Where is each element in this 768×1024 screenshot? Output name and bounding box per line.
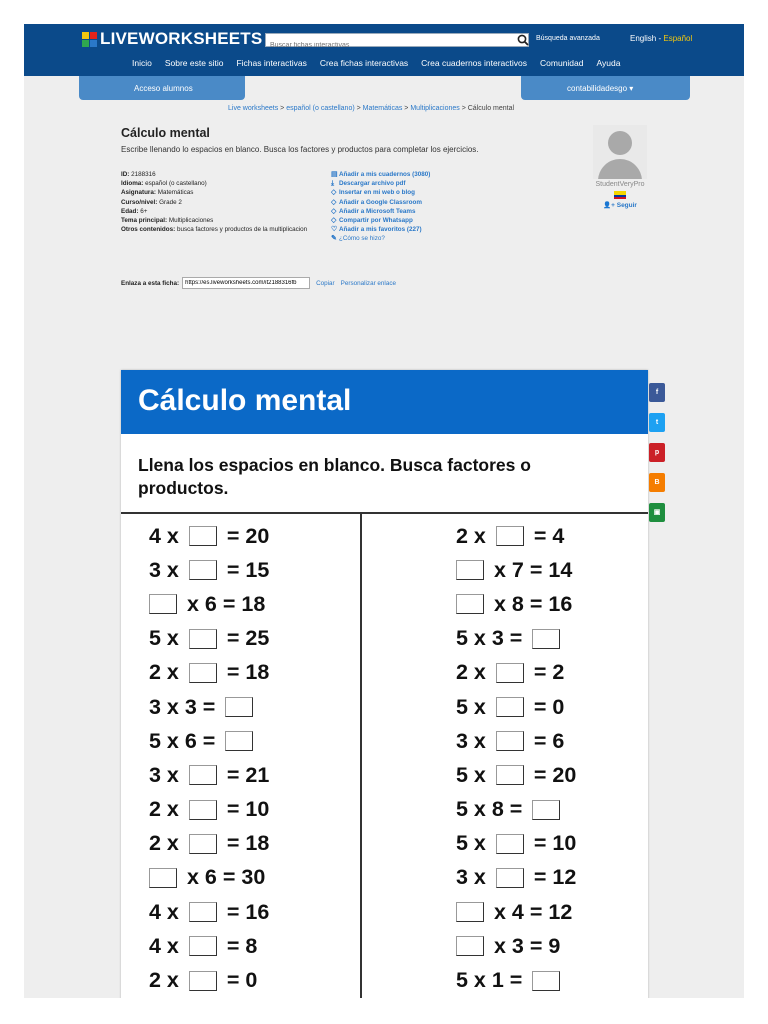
card-instructions: Llena los espacios en blanco. Busca factores o productos. [138, 455, 531, 498]
breadcrumb-item[interactable]: Live worksheets [228, 105, 279, 112]
equation-text: 3 x [456, 728, 492, 753]
advanced-search-link[interactable]: Búsqueda avanzada [536, 35, 600, 42]
equation-text: 2 x [149, 831, 185, 856]
edit-icon: ✎ [331, 235, 337, 243]
equation-text: = 21 [220, 762, 270, 787]
top-bar [24, 24, 744, 76]
flag-icon [614, 191, 626, 199]
facebook-icon[interactable]: f [649, 383, 665, 402]
answer-blank-input[interactable] [189, 800, 217, 820]
worksheet-actions [331, 170, 430, 244]
equation-text: 4 x [149, 899, 185, 924]
breadcrumb [228, 105, 514, 112]
equation-row [149, 690, 269, 724]
card-divider-vertical [360, 513, 362, 998]
notebook-icon: ▤ [331, 171, 338, 178]
search-box[interactable] [265, 33, 529, 47]
meta-row: Otros contenidos: busca factores y productos de la multiplicacion [121, 226, 308, 234]
language-selector [630, 34, 692, 43]
download-icon: ⤓ [331, 180, 335, 188]
embed-web-link[interactable]: ◇ Insertar en mi web o blog [331, 189, 415, 197]
equation-row [456, 929, 576, 963]
equation-text: = 16 [220, 899, 270, 924]
worksheet-card [121, 370, 648, 998]
equation-row [456, 793, 576, 827]
equation-text: x 4 = 12 [488, 899, 573, 924]
equation-text: = 0 [220, 968, 258, 993]
equation-text: 3 x [149, 557, 185, 582]
equation-text: x 3 = 9 [488, 933, 561, 958]
equation-row [456, 553, 576, 587]
answer-blank-input[interactable] [189, 765, 217, 785]
nav-item-inicio[interactable]: Inicio [132, 58, 152, 68]
equation-text: 3 x [456, 865, 492, 890]
equation-row [149, 587, 269, 621]
answer-blank-input[interactable] [456, 902, 484, 922]
equation-row [456, 656, 576, 690]
answer-blank-input[interactable] [496, 868, 524, 888]
equation-row [456, 861, 576, 895]
equation-text: 4 x [149, 523, 185, 548]
equation-row [149, 793, 269, 827]
social-share-bar [649, 383, 665, 533]
equation-row [149, 963, 269, 997]
twitter-icon[interactable]: t [649, 413, 665, 432]
worksheet-link-row [121, 277, 396, 289]
breadcrumb-separator: > [354, 105, 363, 112]
answer-blank-input[interactable] [456, 560, 484, 580]
site-logo[interactable] [82, 30, 262, 48]
equation-text: = 4 [527, 523, 565, 548]
breadcrumb-separator: > [402, 105, 411, 112]
equation-text: 5 x 8 = [456, 797, 529, 822]
breadcrumb-item[interactable]: Matemáticas [362, 105, 403, 112]
embed-icon: ◇ [331, 217, 337, 225]
answer-blank-input[interactable] [189, 971, 217, 991]
equation-row [456, 827, 576, 861]
equation-text: 5 x [456, 831, 492, 856]
equation-text: = 18 [220, 831, 270, 856]
worksheet-title: Cálculo mental [121, 126, 210, 140]
answer-blank-input[interactable] [225, 697, 253, 717]
follow-button[interactable]: 👤+ Seguir [603, 202, 637, 209]
meta-row: Tema principal: Multiplicaciones [121, 217, 214, 225]
equation-text: = 18 [220, 660, 270, 685]
user-menu-button[interactable] [521, 76, 690, 100]
equation-text: x 6 = 30 [181, 865, 266, 890]
equation-text: = 25 [220, 626, 270, 651]
nav-item-ayuda[interactable]: Ayuda [596, 58, 621, 68]
equation-text: = 0 [527, 694, 565, 719]
equation-text: = 15 [220, 557, 270, 582]
equation-text: 3 x [149, 762, 185, 787]
breadcrumb-separator: > [459, 105, 468, 112]
meta-row: Edad: 6+ [121, 207, 148, 215]
student-access-button[interactable] [79, 76, 245, 100]
pinterest-icon[interactable]: p [649, 443, 665, 462]
answer-blank-input[interactable] [189, 663, 217, 683]
breadcrumb-current: Cálculo mental [467, 105, 515, 112]
author-name[interactable]: StudentVeryPro [595, 181, 645, 188]
equation-row [149, 553, 269, 587]
equation-text: = 10 [220, 797, 270, 822]
lang-spanish-link[interactable]: Español [663, 34, 693, 43]
worksheet-meta [121, 170, 307, 234]
equation-row [149, 758, 269, 792]
lang-english-link[interactable]: English [630, 34, 657, 43]
lang-separator: - [656, 34, 664, 43]
equation-text: 5 x 3 = [456, 626, 529, 651]
meta-row: Idioma: español (o castellano) [121, 180, 207, 188]
equation-row [149, 724, 269, 758]
equations-right-column [456, 519, 576, 998]
answer-blank-input[interactable] [189, 526, 217, 546]
meta-row: Asignatura: Matemáticas [121, 189, 194, 197]
worksheet-link-field[interactable] [182, 277, 310, 289]
embed-icon: ◇ [331, 198, 337, 206]
equation-row [149, 519, 269, 553]
answer-blank-input[interactable] [189, 560, 217, 580]
answer-blank-input[interactable] [456, 594, 484, 614]
equation-row [149, 861, 269, 895]
equation-row [149, 656, 269, 690]
nav-item-sobre[interactable]: Sobre este sitio [164, 58, 224, 68]
author-profile [590, 125, 650, 209]
equation-row [456, 724, 576, 758]
equation-text: 5 x [456, 694, 492, 719]
equation-text: x 6 = 18 [181, 591, 266, 616]
equation-text: = 8 [220, 933, 258, 958]
heart-icon: ♡ [331, 226, 338, 234]
worksheet-description: Escribe llenando lo espacios en blanco. Busca los factores y productos para completar los ejercicios. [121, 145, 479, 154]
equation-row [149, 622, 269, 656]
equation-text: = 12 [527, 865, 577, 890]
equation-text: 5 x [149, 626, 185, 651]
breadcrumb-item[interactable]: Multiplicaciones [410, 105, 460, 112]
customize-link-button[interactable]: Personalizar enlace [340, 279, 396, 287]
answer-blank-input[interactable] [189, 629, 217, 649]
answer-blank-input[interactable] [532, 971, 560, 991]
answer-blank-input[interactable] [496, 765, 524, 785]
equation-text: x 8 = 16 [488, 591, 573, 616]
equation-text: 3 x 3 = [149, 694, 222, 719]
how-made-link[interactable]: ✎ ¿Cómo se hizo? [331, 235, 385, 243]
breadcrumb-item[interactable]: español (o castellano) [286, 105, 355, 112]
equation-row [456, 963, 576, 997]
logo-text: LIVEWORKSHEETS [100, 29, 263, 48]
answer-blank-input[interactable] [532, 800, 560, 820]
equation-text: 2 x [456, 660, 492, 685]
nav-item-crea-fichas[interactable]: Crea fichas interactivas [319, 58, 409, 68]
equation-text: 4 x [149, 933, 185, 958]
copy-link-button[interactable]: Copiar [316, 279, 335, 287]
answer-blank-input[interactable] [225, 731, 253, 751]
equation-row [456, 758, 576, 792]
equation-text: = 6 [527, 728, 565, 753]
link-label: Enlaza a esta ficha: [121, 279, 180, 287]
search-icon[interactable] [516, 33, 530, 47]
nav-item-crea-cuadernos[interactable]: Crea cuadernos interactivos [421, 58, 528, 68]
equation-text: 5 x 6 = [149, 728, 222, 753]
page-background [24, 24, 744, 998]
equation-text: = 2 [527, 660, 565, 685]
embed-icon: ◇ [331, 189, 337, 197]
answer-blank-input[interactable] [496, 697, 524, 717]
caret-down-icon: ▾ [629, 84, 634, 93]
answer-blank-input[interactable] [496, 663, 524, 683]
equation-text: 2 x [149, 797, 185, 822]
answer-blank-input[interactable] [496, 526, 524, 546]
equation-row [456, 587, 576, 621]
answer-blank-input[interactable] [149, 594, 177, 614]
student-access-label: Acceso alumnos [134, 84, 193, 93]
answer-blank-input[interactable] [496, 731, 524, 751]
equation-text: 5 x 1 = [456, 968, 529, 993]
add-user-icon: 👤+ [603, 202, 615, 209]
equation-text: x 7 = 14 [488, 557, 573, 582]
equation-text: 2 x [149, 660, 185, 685]
equation-text: 2 x [456, 523, 492, 548]
equation-row [456, 895, 576, 929]
search-input[interactable] [266, 40, 506, 52]
whatsapp-share-link[interactable]: ◇ Compartir por Whatsapp [331, 217, 413, 225]
answer-blank-input[interactable] [189, 902, 217, 922]
user-name: contabilidadesgo [567, 84, 628, 93]
download-pdf-link[interactable]: ⤓ Descargar archivo pdf [331, 180, 406, 188]
classroom-icon[interactable]: ▣ [649, 503, 665, 522]
equation-text: = 10 [527, 831, 577, 856]
answer-blank-input[interactable] [149, 868, 177, 888]
card-divider-horizontal [121, 512, 648, 514]
google-classroom-link[interactable]: ◇ Añadir a Google Classroom [331, 198, 422, 206]
equation-text: = 20 [220, 523, 270, 548]
breadcrumb-separator: > [278, 105, 287, 112]
main-nav [132, 58, 620, 68]
equation-row [149, 827, 269, 861]
microsoft-teams-link[interactable]: ◇ Añadir a Microsoft Teams [331, 207, 416, 215]
avatar[interactable] [593, 125, 647, 179]
blogger-icon[interactable]: B [649, 473, 665, 492]
answer-blank-input[interactable] [189, 834, 217, 854]
answer-blank-input[interactable] [189, 936, 217, 956]
equation-row [149, 929, 269, 963]
meta-row: ID: 2188316 [121, 171, 156, 178]
meta-row: Curso/nivel: Grade 2 [121, 198, 182, 206]
add-favorites-link[interactable]: ♡ Añadir a mis favoritos (227) [331, 226, 422, 234]
equations-left-column [149, 519, 269, 998]
equation-text: = 20 [527, 762, 577, 787]
answer-blank-input[interactable] [496, 834, 524, 854]
equation-row [456, 690, 576, 724]
equation-row [149, 895, 269, 929]
embed-icon: ◇ [331, 207, 337, 215]
nav-item-fichas[interactable]: Fichas interactivas [236, 58, 307, 68]
equation-row [456, 622, 576, 656]
card-title: Cálculo mental [121, 370, 648, 434]
add-to-notebooks-link[interactable]: ▤ Añadir a mis cuadernos (3080) [331, 171, 431, 178]
nav-item-comunidad[interactable]: Comunidad [540, 58, 584, 68]
answer-blank-input[interactable] [532, 629, 560, 649]
equation-row [456, 519, 576, 553]
answer-blank-input[interactable] [456, 936, 484, 956]
equation-text: 5 x [456, 762, 492, 787]
logo-icon [82, 32, 97, 47]
equation-text: 2 x [149, 968, 185, 993]
